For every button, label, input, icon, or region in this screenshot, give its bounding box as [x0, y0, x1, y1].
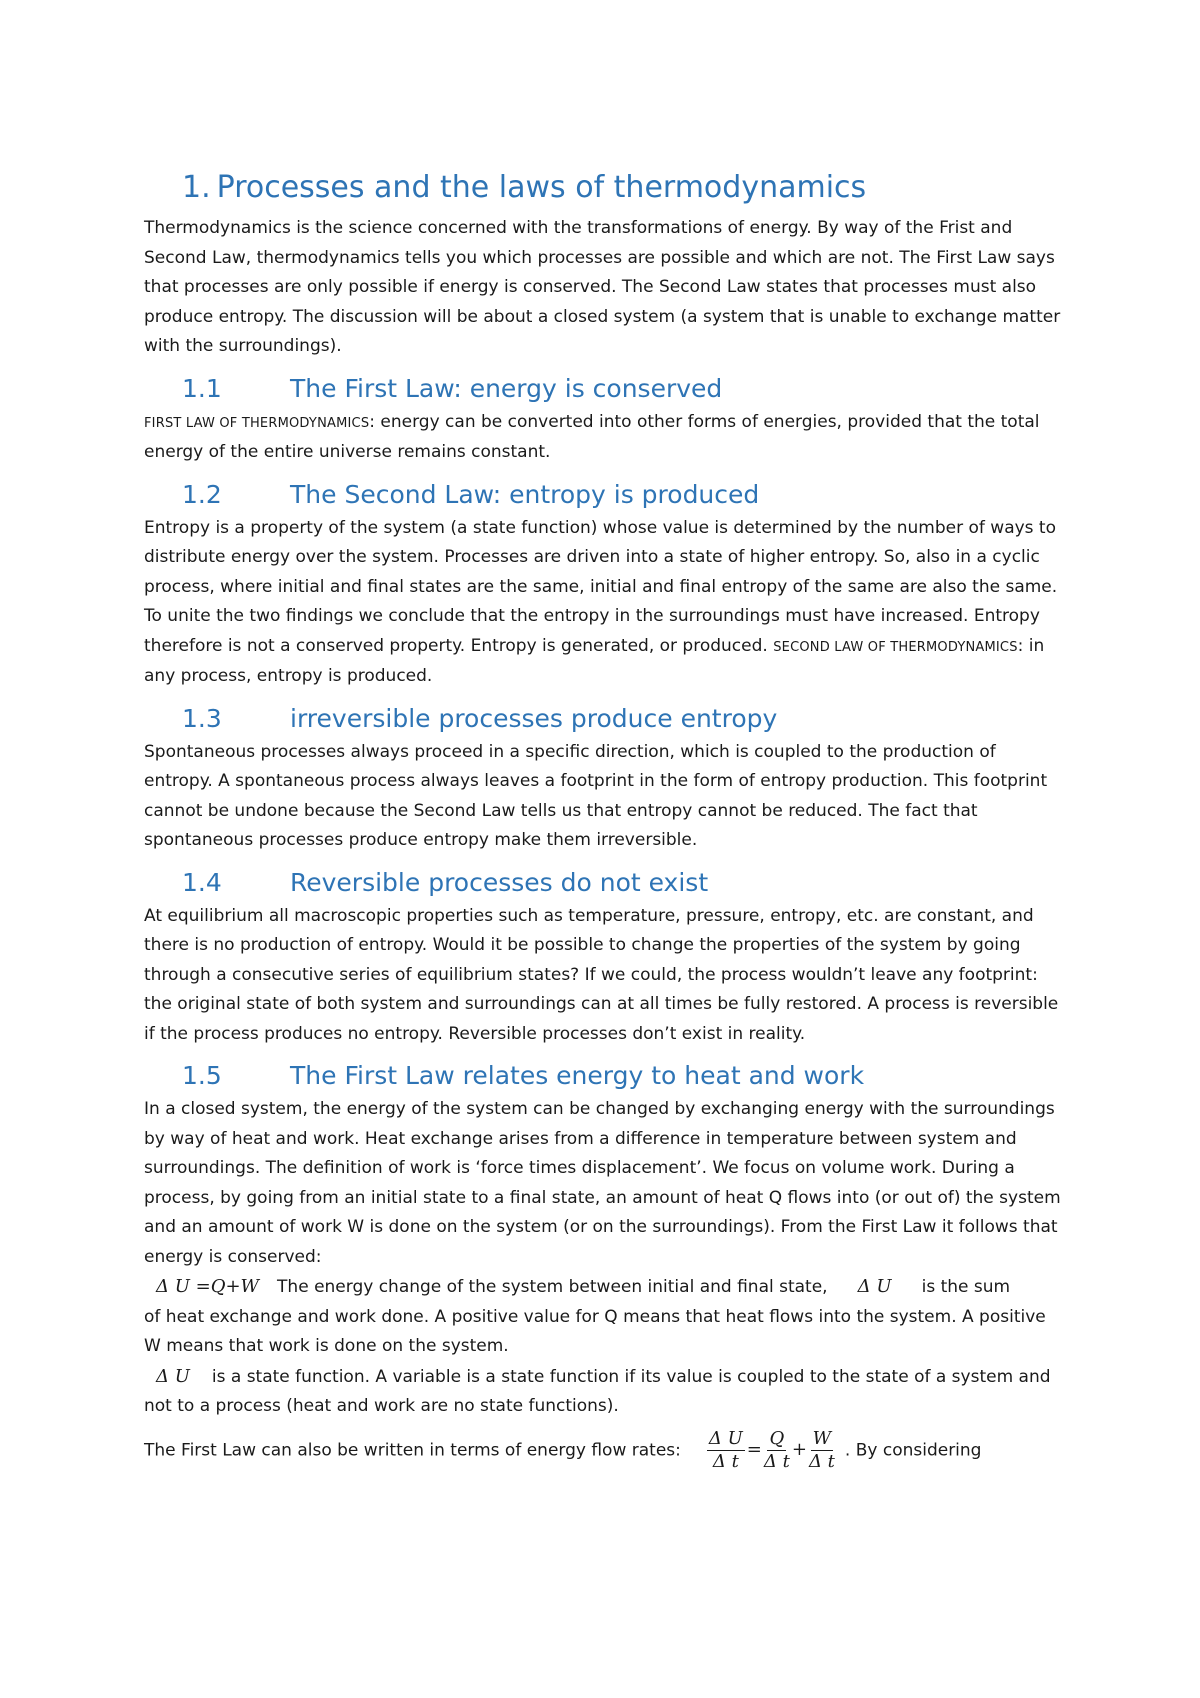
first-law-equation: Δ U =Q+W — [156, 1276, 260, 1297]
intro-paragraph: Thermodynamics is the science concerned with the transformations of energy. By way of the Frist and Second Law, thermodynamics tells you which processes are possible and which are not. The First Law says that processes are only possible if energy is conserved. The Second Law states that processes must also produce entropy. The discussion will be about a closed system (a system that is unable to exchange matter with the surroundings). — [144, 218, 1061, 356]
fraction-numerator: W — [812, 1427, 832, 1449]
heat-work-paragraph: of heat exchange and work done. A positive value for Q means that heat flows into the system. A positive W means that work is done on the system. — [144, 1306, 1046, 1356]
delta-u-symbol: Δ U — [156, 1365, 190, 1387]
fraction-du-dt — [707, 1428, 745, 1473]
first-law-equation-line — [144, 1272, 1064, 1303]
state-function-paragraph — [144, 1362, 1064, 1422]
second-law-label: SECOND LAW OF THERMODYNAMICS — [773, 639, 1018, 655]
delta-u-symbol: Δ U — [857, 1276, 892, 1297]
section-1-3-paragraph: Spontaneous processes always proceed in a specific direction, which is coupled to the production of entropy. A spontaneous process always leaves a footprint in the form of entropy production. This footprint cannot be undone because the Second Law tells us that entropy cannot be reduced. The fact that spontaneous processes produce entropy make them irreversible. — [144, 741, 1048, 850]
section-number: 1.2 — [182, 479, 222, 509]
first-law-text: : energy can be converted into other forms of energies, provided that the total energy of the entire universe remains constant. — [144, 411, 1040, 462]
section-title: Reversible processes do not exist — [290, 867, 709, 897]
section-heading-1-5 — [182, 1059, 1064, 1093]
section-1-2-paragraph — [144, 514, 1064, 692]
document-body — [144, 168, 1064, 1473]
section-heading-1-1 — [182, 372, 1064, 406]
section-title: The First Law: energy is conserved — [290, 373, 723, 403]
equation-description-tail: is the sum — [921, 1277, 1011, 1297]
section-title: The Second Law: entropy is produced — [290, 479, 760, 509]
fraction-q-dt — [764, 1428, 790, 1473]
flow-rates-text: The First Law can also be written in terms of energy flow rates: — [144, 1440, 681, 1460]
state-function-text: is a state function. A variable is a state function if its value is coupled to the state of a system and not to a process (heat and work are no state functions). — [144, 1366, 1051, 1416]
second-law-text: : in any process, entropy is produced. — [144, 635, 1045, 686]
section-number: 1.3 — [182, 703, 222, 733]
section-number: 1.5 — [182, 1061, 222, 1090]
section-number: 1.4 — [182, 867, 222, 897]
section-heading-1-3 — [182, 702, 1064, 736]
entropy-text: Entropy is a property of the system (a state function) whose value is determined by the number of ways to distribute energy over the system. Processes are driven into a state of higher entropy. So, also in a cyclic process, where initial and final states are the same, initial and final entropy of the same are also the same. To unite the two findings we conclude that the entropy in the surroundings must have increased. Entropy therefore is not a conserved property. Entropy is generated, or produced. — [144, 517, 1058, 656]
chapter-heading — [182, 168, 1064, 208]
chapter-number: 1. — [182, 170, 211, 205]
section-heading-1-2 — [182, 478, 1064, 512]
flow-rate-equation — [707, 1428, 835, 1473]
section-1-5-paragraph: In a closed system, the energy of the system can be changed by exchanging energy with the surroundings by way of heat and work. Heat exchange arises from a difference in temperature between system and surroundings. The definition of work is ‘force times displacement’. We focus on volume work. During a process, by going from an initial state to a final state, an amount of heat Q flows into (or out of) the system and an amount of work W is done on the system (or on the surroundings). From the First Law it follows that energy is conserved: — [144, 1099, 1061, 1267]
section-heading-1-4 — [182, 866, 1064, 900]
fraction-denominator: Δ t — [763, 1450, 790, 1472]
chapter-title: Processes and the laws of thermodynamics — [216, 170, 867, 205]
plus-sign: + — [791, 1439, 807, 1461]
section-number: 1.1 — [182, 373, 222, 403]
fraction-w-dt — [809, 1428, 835, 1473]
section-1-4-paragraph: At equilibrium all macroscopic properties such as temperature, pressure, entropy, etc. are constant, and there is no production of entropy. Would it be possible to change the properties of the system by going through a consecutive series of equilibrium states? If we could, the process wouldn’t leave any footprint: the original state of both system and surroundings can at all times be fully restored. A process is reversible if the process produces no entropy. Reversible processes don’t exist in reality. — [144, 905, 1059, 1044]
fraction-denominator: Δ t — [808, 1450, 835, 1472]
fraction-numerator: Δ U — [708, 1427, 743, 1449]
fraction-denominator: Δ t — [712, 1450, 739, 1472]
section-title: The First Law relates energy to heat and work — [290, 1061, 865, 1090]
first-law-label: FIRST LAW OF THERMODYNAMICS — [144, 415, 370, 431]
flow-rates-line — [144, 1428, 1064, 1473]
section-1-1-paragraph — [144, 408, 1064, 468]
equation-description: The energy change of the system between initial and final state, — [277, 1277, 828, 1297]
section-title: irreversible processes produce entropy — [290, 703, 778, 733]
fraction-numerator: Q — [769, 1427, 785, 1449]
flow-rates-tail: . By considering — [844, 1440, 982, 1460]
equals-sign: = — [746, 1439, 762, 1461]
